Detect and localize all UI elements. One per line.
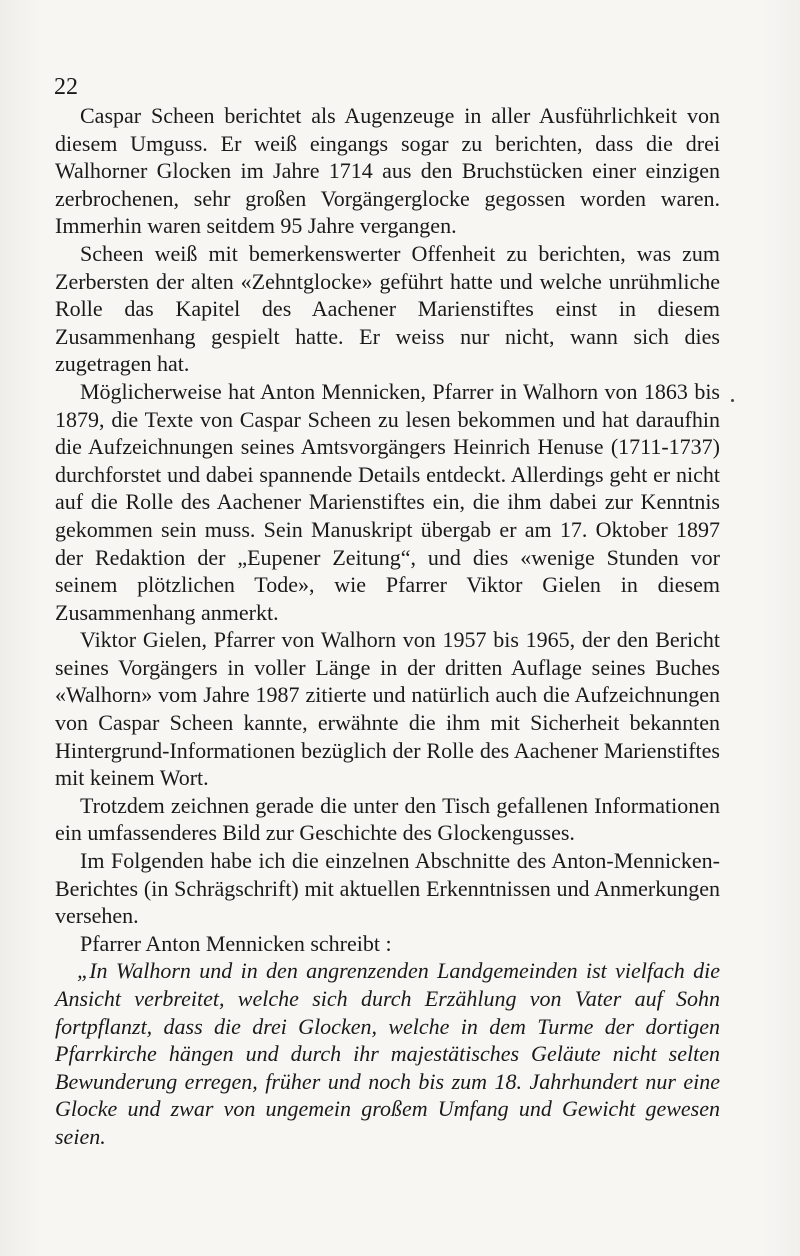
paragraph-quote: „In Walhorn und in den angrenzenden Landgemeinden ist vielfach die Ansicht verbreitet, welche sich durch Erzählung von Vater auf Sohn fortpflanzt, dass die drei Glocken, welche in dem Turme der dortigen Pfarrkirche hängen und durch ihr majestätisches Geläute nicht selten Bewunderung erregen, früher und noch bis zum 18. Jahrhundert nur eine Glocke und zwar von ungemein großem Umfang und Gewicht gewesen seien. xyxy=(55,958,720,1149)
paragraph-umguss: Caspar Scheen berichtet als Augenzeuge in aller Ausführlichkeit von diesem Umguss. Er weiß eingangs sogar zu berichten, dass die drei Walhorner Glocken im Jahre 1714 aus den Bruchstücken einer einzigen zerbrochenen, sehr großen Vorgängerglocke gegossen worden waren. Immerhin waren seitdem 95 Jahre vergangen. xyxy=(55,103,720,239)
paragraph-trotzdem: Trotzdem zeichnen gerade die unter den Tisch gefallenen Informationen ein umfassenderes Bild zur Geschichte des Glockengusses. xyxy=(55,792,720,846)
page-number: 22 xyxy=(54,74,78,100)
paragraph-gielen: Viktor Gielen, Pfarrer von Walhorn von 1957 bis 1965, der den Bericht seines Vorgängers in voller Länge in der dritten Auflage seines Buches «Walhorn» vom Jahre 1987 zitierte und natürlich auch die Aufzeichnungen von Caspar Scheen kannte, erwähnte die ihm mit Sicherheit bekannten Hintergrund-Informationen bezüglich der Rolle des Aachener Marienstiftes mit keinem Wort. xyxy=(55,627,720,791)
body-text xyxy=(55,102,720,1151)
paragraph-zehntglocke: Scheen weiß mit bemerkenswerter Offenheit zu berichten, was zum Zerbersten der alten «Zehntglocke» geführt hatte und welche unrühmliche Rolle das Kapitel des Aachener Marienstiftes einst in diesem Zusammenhang gespielt hatte. Er weiss nur nicht, wann sich dies zugetragen hat. xyxy=(55,240,720,377)
paragraph-mennicken: Möglicherweise hat Anton Mennicken, Pfarrer in Walhorn von 1863 bis 1879, die Texte von Caspar Scheen zu lesen bekommen und hat daraufhin die Aufzeichnungen seines Amtsvorgängers Heinrich Henuse (1711-1737) durchforstet und dabei spannende Details entdeckt. Allerdings geht er nicht auf die Rolle des Aachener Marienstiftes ein, die ihm dabei zur Kenntnis gekommen sein muss. Sein Manuskript übergab er am 17. Oktober 1897 der Redaktion der „Eupener Zeitung“, und dies «wenige Stunden vor seinem plötzlichen Tode», wie Pfarrer Viktor Gielen in diesem Zusammenhang anmerkt. xyxy=(55,378,720,625)
print-speck xyxy=(731,399,734,402)
paragraph-folgenden: Im Folgenden habe ich die einzelnen Abschnitte des Anton-Mennicken-Berichtes (in Schrägschrift) mit aktuellen Erkenntnissen und Anmerkungen versehen. xyxy=(55,848,720,929)
paragraph-intro-quote: Pfarrer Anton Mennicken schreibt : xyxy=(80,930,392,956)
